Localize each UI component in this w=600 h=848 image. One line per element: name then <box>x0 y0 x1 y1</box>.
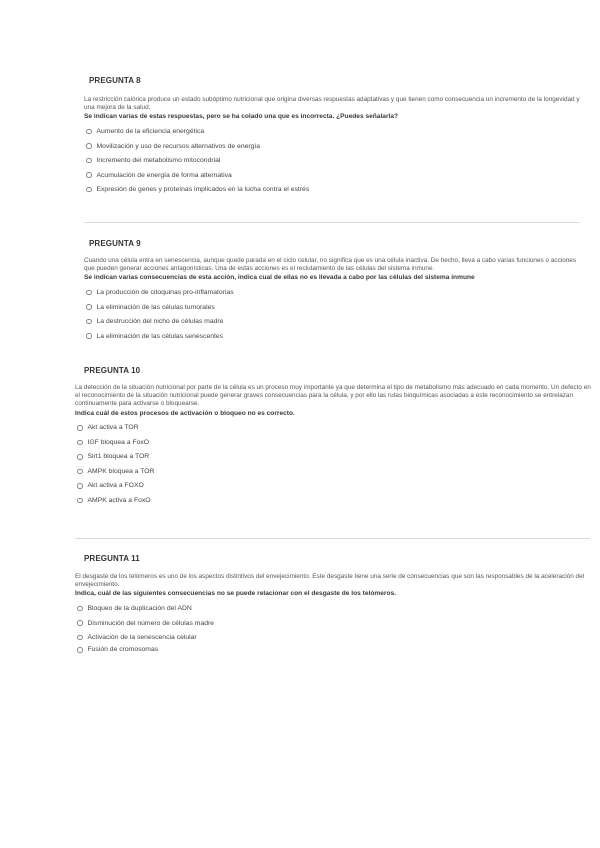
option-label: La eliminación de las células tumorales <box>96 303 215 311</box>
answer-option[interactable] <box>75 645 591 655</box>
question-title: PREGUNTA 9 <box>89 239 141 248</box>
option-label: La destrucción del nicho de células madre <box>96 318 224 326</box>
radio-button[interactable] <box>77 469 83 475</box>
question-8 <box>84 76 580 197</box>
radio-button[interactable] <box>77 606 83 612</box>
question-prompt: Indica cuál de estos procesos de activación o bloqueo no es correcto. <box>75 409 295 417</box>
radio-button[interactable] <box>77 647 83 653</box>
answer-option[interactable] <box>84 300 580 315</box>
answer-option[interactable] <box>75 630 591 645</box>
radio-button[interactable] <box>77 620 83 626</box>
option-label: La producción de citoquinas pro-inflamatorias <box>96 289 234 297</box>
answer-option[interactable] <box>75 493 591 508</box>
radio-button[interactable] <box>86 187 92 193</box>
radio-button[interactable] <box>86 304 92 310</box>
question-prompt: Se indican varias consecuencias de esta acción, indica cual de ellas no es llevada a cabo por las células del sistema inmune <box>84 274 475 282</box>
option-label: Incremento del metabolismo mitocondrial <box>96 157 221 165</box>
answer-option[interactable] <box>75 616 591 631</box>
radio-button[interactable] <box>86 333 92 339</box>
answer-option[interactable] <box>84 182 580 197</box>
radio-button[interactable] <box>77 483 83 489</box>
option-label: Disminución del número de células madre <box>87 619 215 627</box>
answer-option[interactable] <box>75 450 591 465</box>
option-label: Sirt1 bloquea a TOR <box>87 453 150 461</box>
option-label: IGF bloquea a FoxO <box>87 438 150 446</box>
answer-option[interactable] <box>84 329 580 344</box>
radio-button[interactable] <box>86 143 92 149</box>
radio-button[interactable] <box>86 290 92 296</box>
answer-option[interactable] <box>84 124 580 139</box>
answer-option[interactable] <box>75 479 591 494</box>
question-intro: El desgaste de los telómeros es uno de los aspectos distintivos del envejecimiento. Este desgaste tiene una serie de consecuencias que son las responsables de la aceleración del envejecimiento. <box>75 573 585 589</box>
answer-option[interactable] <box>75 601 591 616</box>
question-prompt: Indica, cuál de las siguientes consecuencias no se puede relacionar con el desgaste de los telómeros. <box>75 590 397 598</box>
answer-option[interactable] <box>84 168 580 183</box>
radio-button[interactable] <box>77 498 83 504</box>
answer-option[interactable] <box>75 464 591 479</box>
answer-option[interactable] <box>84 153 580 168</box>
question-intro: La restricción calórica produce un estado subóptimo nutricional que origina diversas respuestas adaptativas y que tienen como consecuencia un incremento de la longevidad y una mejora de la salud. <box>84 96 580 112</box>
answer-option[interactable] <box>84 314 580 329</box>
radio-button[interactable] <box>86 319 92 325</box>
question-title: PREGUNTA 8 <box>89 76 141 85</box>
option-label: Acumulación de energía de forma alternativa <box>96 171 232 179</box>
question-intro: La detección de la situación nutricional por parte de la célula es un proceso muy importante ya que determina el tipo de metabolismo más adecuado en cada momento. Un defecto en el reconocimiento de la situación nutricional puede generar graves consecuencias para la célula, y por ello las rutas bioquímicas asociadas a este reconocimiento se entrelazan continuamente para activarse o bloquearse. <box>75 384 591 408</box>
answer-option[interactable] <box>84 285 580 300</box>
question-prompt: Se indican varias de estas respuestas, pero se ha colado una que es incorrecta. ¿Puedes señalarla? <box>84 113 399 121</box>
option-label: Movilización y uso de recursos alternativos de energía <box>96 142 261 150</box>
radio-button[interactable] <box>86 158 92 164</box>
question-10 <box>75 366 591 508</box>
radio-button[interactable] <box>86 172 92 178</box>
question-9 <box>84 239 580 343</box>
option-label: AMPK bloquea a TOR <box>87 467 155 475</box>
option-label: Fusión de cromosomas <box>87 646 159 654</box>
section-divider <box>84 222 580 223</box>
option-label: Akt activa a TOR <box>87 424 139 432</box>
option-label: Activación de la senescencia celular <box>87 634 197 642</box>
answer-option[interactable] <box>75 435 591 450</box>
answer-option[interactable] <box>84 139 580 154</box>
question-title: PREGUNTA 10 <box>84 366 141 375</box>
question-title: PREGUNTA 11 <box>84 554 140 563</box>
question-11 <box>75 554 591 655</box>
option-label: Akt activa a FOXO <box>87 482 144 490</box>
radio-button[interactable] <box>77 440 83 446</box>
radio-button[interactable] <box>86 129 92 135</box>
radio-button[interactable] <box>77 635 83 641</box>
option-label: Bloqueo de la duplicación del ADN <box>87 605 192 613</box>
question-intro: Cuando una célula entra en senescencia, aunque quede parada en el ciclo celular, no significa que es una célula inactiva. De hecho, lleva a cabo varias funciones o acciones que pueden generar acciones antagonísticas. Una de estas acciones es el reclutamiento de las células del sistema inmune. <box>84 257 577 273</box>
option-label: AMPK activa a FoxO <box>87 496 151 504</box>
option-label: La eliminación de las células senescentes <box>96 332 224 340</box>
option-label: Aumento de la eficiencia energética <box>96 128 205 136</box>
answer-option[interactable] <box>75 421 591 436</box>
section-divider <box>75 538 590 539</box>
radio-button[interactable] <box>77 425 83 431</box>
option-label: Expresión de genes y proteínas implicados en la lucha contra el estrés <box>96 186 310 194</box>
radio-button[interactable] <box>77 454 83 460</box>
